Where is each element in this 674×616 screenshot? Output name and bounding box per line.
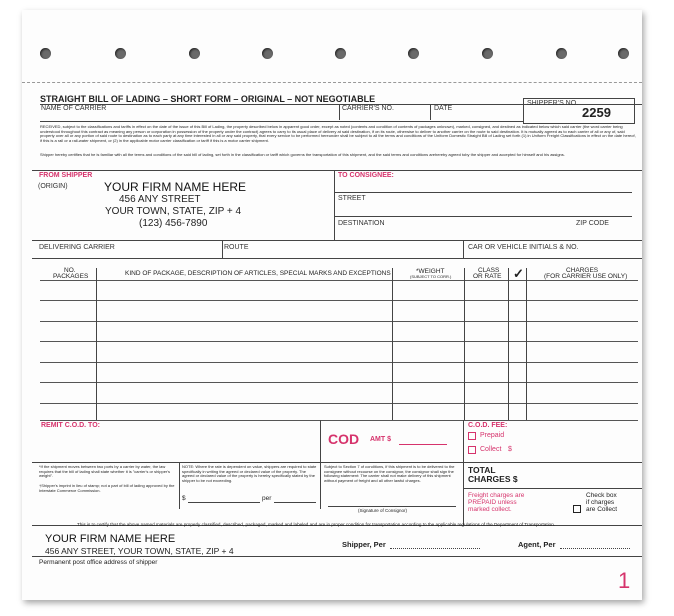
punch-hole-strip [22,10,642,90]
route-label: ROUTE [224,244,249,251]
dot-certification-text: This is to certify that the above named materials are properly classified, described, packaged, marked and labeled and are in proper condition for transportation according to the applicable regulations of the Department of Transportation. [77,522,556,527]
freight-prepaid-2: PREPAID unless [468,499,517,506]
shipper-phone: (123) 456-7890 [139,218,208,229]
shipper-number: 2259 [582,105,611,120]
punch-hole [115,48,126,59]
destination-label: DESTINATION [338,220,385,227]
page-number: 1 [618,568,631,593]
cod-label: COD [328,431,360,447]
cod-fee-label: C.O.D. FEE: [468,422,508,429]
received-terms-text: RECEIVED, subject to the classifications and tariffs in effect on the date of the issue of this Bill of Lading, the property described below in apparent good order, except as noted (contents and condition of contents of packages unknown), marked, consigned, and destined as indicated below which said carrier (the word carrier being understood throughout this contract as meaning any person or corporation in possession of the property under the contract) agrees to carry to its usual place of delivery at said destination, if on its route, otherwise to deliver to another carrier on the route to said destination. It is mutually agreed as to each carrier of all or any of, said property over all or any portion of said route to destination as to each party at any time interested in all or any said property, that every service to be performed hereunder shall be subject to all the terms and conditions of the Uniform Domestic Straight Bill of Lading set forth (1) in Uniform Freight Classifications in effect on the date hereof, if this is a rail or a rail-water shipment, or (2) in the applicable motor carrier classification or tariff if this is a motor carrier shipment. [40,125,636,143]
punch-hole [618,48,629,59]
date-label: DATE [434,105,453,112]
col-charges-2: (FOR CARRIER USE ONLY) [544,273,628,280]
col-no-packages-1: NO. [64,267,76,274]
remit-cod-label: REMIT C.O.D. TO: [41,422,100,429]
punch-hole [262,48,273,59]
punch-hole [335,48,346,59]
note-declared-value: NOTE: Where the rate is dependent on value, shippers are required to state specifically in writing the agreed or declared value of the property. The agreed or declared value of the property is hereby specifically stated by the shipper to be not exceeding. [182,465,317,483]
perforation-line [22,82,642,83]
total-charges-label-2: CHARGES $ [468,474,518,484]
shipper-per-label: Shipper, Per [342,540,386,549]
note-carrier-weight: *If the shipment moves between two ports by a carrier by water, the law requires that the bill of lading shall state whether it is "carrier's or shipper's weight". [39,465,171,479]
from-shipper-label: FROM SHIPPER [39,172,93,179]
agent-per-label: Agent, Per [518,540,556,549]
value-dollar-label: $ [182,495,186,502]
punch-hole [408,48,419,59]
note-shipper-imprint: †Shipper's imprint in lieu of stamp; not a part of bill of lading approved by the Interstate Commerce Commission. [39,484,175,493]
prepaid-checkbox[interactable] [468,432,476,440]
amt-label: AMT $ [370,436,391,443]
check-box-label-2: if charges [586,499,615,506]
shipper-certify-text: Shipper hereby certifies that he is familiar with all the terms and conditions of the said bill of lading, set forth in the classification or tariff which governs the transportation of this shipment, and the said terms and conditions arehereby agreed toby the shipper and accepted for himself and his assigns. [40,153,565,157]
check-box-label-3: are Collect [586,506,618,513]
prepaid-label: Prepaid [480,432,505,439]
shipper-city: YOUR TOWN, STATE, ZIP + 4 [105,206,242,217]
bill-of-lading-form [22,10,642,600]
collect-dollar-label: $ [508,446,512,453]
delivering-carrier-label: DELIVERING CARRIER [39,244,115,251]
col-check-mark: ✓ [513,266,524,281]
origin-label: (ORIGIN) [38,183,68,190]
freight-prepaid-1: Freight charges are [468,492,525,499]
value-per-label: per [262,495,272,502]
form-title: STRAIGHT BILL OF LADING – SHORT FORM – ORIGINAL – NOT NEGOTIABLE [40,94,376,104]
col-class-2: OR RATE [473,273,502,280]
collect-charges-checkbox[interactable] [573,505,581,513]
signature-consignor-label: (Signature of Consignor) [358,508,408,513]
permanent-address-label: Permanent post office address of shipper [39,559,158,566]
to-consignee-label: TO CONSIGNEE: [338,172,394,179]
col-description: KIND OF PACKAGE, DESCRIPTION OF ARTICLES, SPECIAL MARKS AND EXCEPTIONS [125,270,391,277]
col-charges-1: CHARGES [566,267,599,274]
collect-checkbox[interactable] [468,446,476,454]
name-of-carrier-label: NAME OF CARRIER [41,105,107,112]
bottom-firm-address: 456 ANY STREET, YOUR TOWN, STATE, ZIP + 4 [45,546,234,556]
collect-label: Collect [480,446,502,453]
shipper-street: 456 ANY STREET [119,194,201,205]
section7-text: Subject to Section 7 of conditions, if this shipment is to be delivered to the consignee without recourse on the consignor, the consignor shall sign the following statement: The carrier shall not make delivery of this shipment without payment of freight and all other lawful charges. [324,465,455,483]
car-vehicle-label: CAR OR VEHICLE INITIALS & NO. [468,244,579,251]
punch-hole [482,48,493,59]
col-weight: *WEIGHT [416,268,445,275]
bottom-firm-name: YOUR FIRM NAME HERE [45,533,176,545]
col-weight-sub: (SUBJECT TO CORR.) [410,274,452,279]
carriers-no-label: CARRIER'S NO. [342,105,394,112]
col-class-1: CLASS [478,267,500,274]
punch-hole [189,48,200,59]
freight-prepaid-3: marked collect. [468,506,512,513]
col-no-packages-2: PACKAGES [53,273,89,280]
punch-hole [556,48,567,59]
shipper-firm-name: YOUR FIRM NAME HERE [104,180,247,194]
check-box-label-1: Check box [586,492,617,499]
zip-code-label: ZIP CODE [576,220,609,227]
shippers-no-label: SHIPPER'S NO. [527,100,579,107]
street-label: STREET [338,195,366,202]
total-charges-label-1: TOTAL [468,465,496,475]
punch-hole [40,48,51,59]
